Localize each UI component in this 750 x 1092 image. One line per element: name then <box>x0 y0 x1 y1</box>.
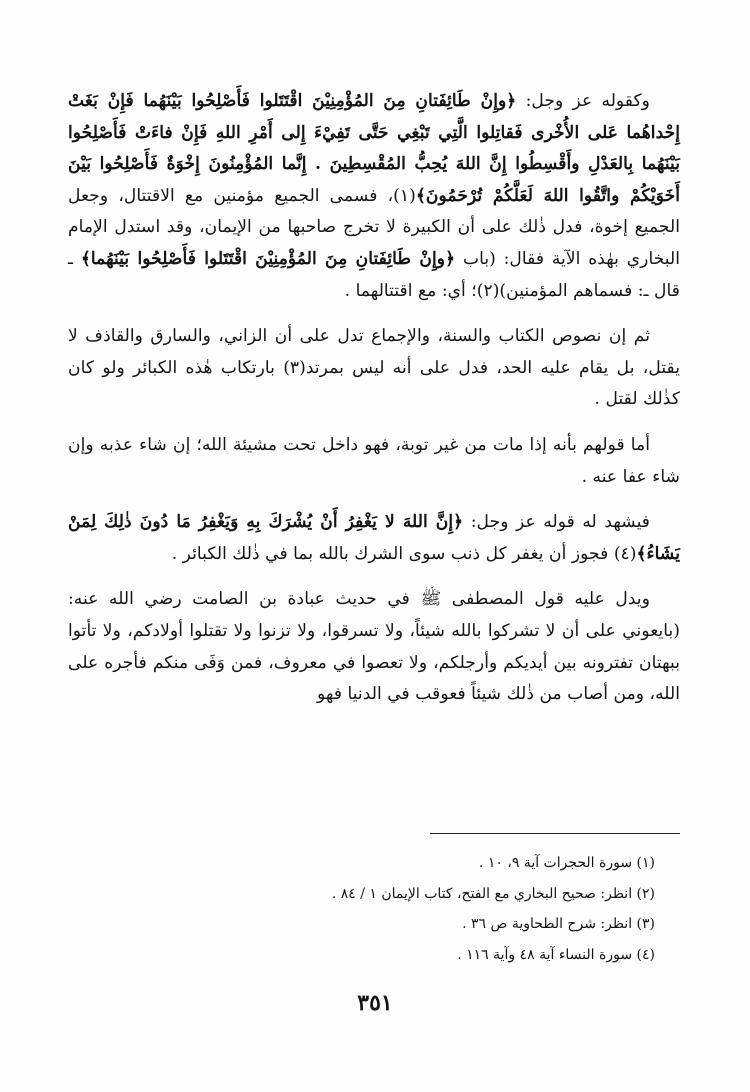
paragraph-quran-verse-argument <box>68 86 680 307</box>
paragraph-divine-will <box>68 430 680 493</box>
footnotes <box>150 848 655 970</box>
footnote-divider <box>430 833 680 834</box>
text-run: وكقوله عز وجل: <box>516 91 650 111</box>
text-run: أما قولهم بأنه إذا مات من غير توبة، فهو داخل تحت مشيئة الله؛ إن شاء عذبه وإن شاء عفا عنه . <box>68 434 680 487</box>
quran-verse: ﴿إِنَّ اللهَ لا يَغْفِرُ أَنْ يُشْرَكَ بِهِ وَيَغْفِرُ مَا دُونَ ذٰلِكَ لِمَنْ يَشَاءُ﴾ <box>68 512 680 564</box>
footnote-3: (٣) انظر: شرح الطحاوية ص ٣٦ . <box>462 916 655 932</box>
text-run: ـ قال ـ: فسماهم المؤمنين)(٢)؛ أي: مع اقتتالهما . <box>68 248 680 301</box>
footnote-4: (٤) سورة النساء آية ٤٨ وآية ١١٦ . <box>457 946 655 963</box>
text-run: فيشهد له قوله عز وجل: <box>463 512 650 533</box>
quran-verse: ﴿وإِنْ طَائِفَتانِ مِنَ المُؤْمِنِيْنَ اقْتَتَلوا فَأَصْلِحُوا بَيْنَهُما فَإِنْ بَغَتْ إِحْداهُما عَلى الأُخْرى فَقاتِلوا الَّتِي تَبْغِي حَتَّى تَفِيْءَ إِلى أَمْرِ اللهِ فَإِنْ فاءَتْ فَأَصْلِحُوا بَيْنَهُما بِالعَدْلِ وأَقْسِطُوا إِنَّ اللهَ يُحِبُّ المُقْسِطِينَ . إِنَّما المُؤْمِنُونَ إِخْوَةٌ فَأَصْلِحُوا بَيْنَ أَخَوَيْكُمْ واتَّقُوا اللهَ لَعَلَّكُمْ تُرْحَمُونَ﴾ <box>68 91 680 206</box>
paragraph-texts-consensus <box>68 321 680 416</box>
paragraph-forgiveness-verse <box>68 507 680 570</box>
main-text <box>68 86 680 711</box>
page-number: ٣٥١ <box>357 990 393 1016</box>
text-run: (١)، فسمى الجميع مؤمنين مع الاقتتال، وجعل الجميع إخوة، فدل ذٰلك على أن الكبيرة لا تخرج صاحبها من الإيمان، وقد استدل الإمام البخاري بهٰذه الآية فقال: (باب <box>68 185 680 269</box>
text-run: (٤) فجوز أن يغفر كل ذنب سوى الشرك بالله بما في ذٰلك الكبائر . <box>171 543 637 564</box>
footnote-1: (١) سورة الحجرات آية ٩، ١٠ . <box>478 855 655 871</box>
text-run: ويدل عليه قول المصطفى ﷺ في حديث عبادة بن الصامت رضي الله عنه: (بايعوني على أن لا تشركوا بالله شيئاً، ولا تسرقوا، ولا تزنوا ولا تقتلوا أولادكم، ولا تأتوا ببهتان تفترونه بين أيديكم وأرجلكم، ولا تعصوا في معروف، فمن وَفَى منكم فأجره على الله، ومن أصاب من ذٰلك شيئاً فعوقب في الدنيا فهو <box>68 589 680 705</box>
footnote-2: (٢) انظر: صحيح البخاري مع الفتح، كتاب الإيمان ١ / ٨٤ . <box>331 885 655 902</box>
quran-verse: ﴿وإِنْ طَائِفَتانِ مِنَ المُؤْمِنِيْنَ اقْتَتَلوا فَأَصْلِحُوا بَيْنَهُما﴾ <box>80 248 456 269</box>
text-run: ثم إن نصوص الكتاب والسنة، والإجماع تدل على أن الزاني، والسارق والقاذف لا يقتل، بل يقام عليه الحد، فدل على أنه ليس بمرتد(٣) بارتكاب هٰذه الكبائر ولو كان كذٰلك لقتل . <box>68 326 680 410</box>
paragraph-hadith <box>68 584 680 710</box>
